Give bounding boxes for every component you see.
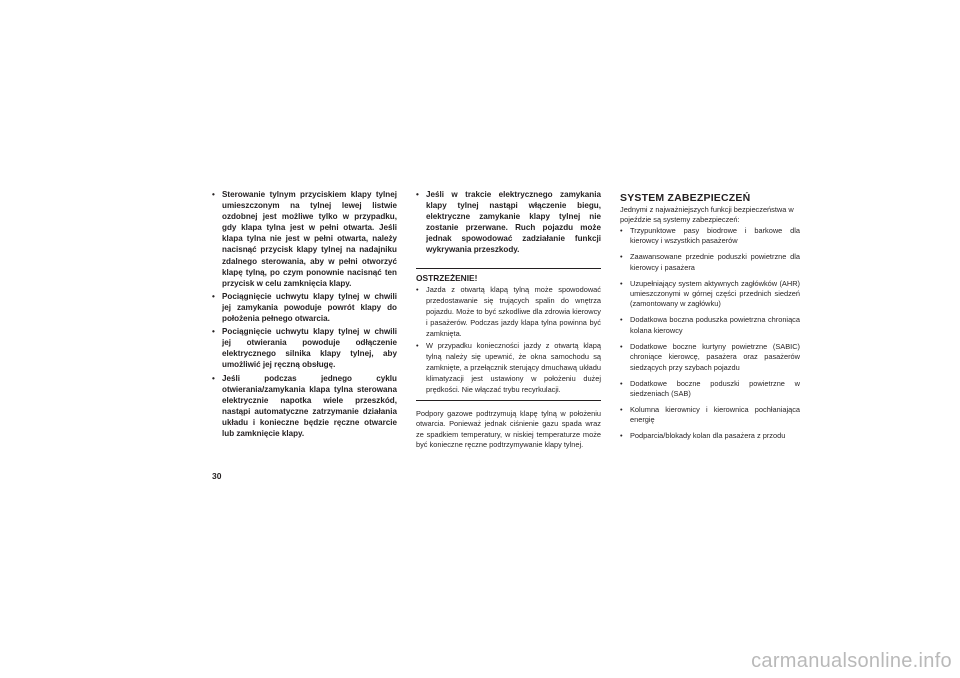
list-item — [212, 189, 397, 289]
list-item — [620, 405, 800, 426]
column-left — [212, 189, 397, 441]
list-item — [416, 189, 601, 256]
list-item — [212, 373, 397, 440]
list-item — [212, 291, 397, 324]
list-item-text: W przypadku konieczności jazdy z otwartą klapą tylną należy się upewnić, że okna samochodu są zamknięte, a przełącznik sterujący dmuchawą układu klimatyzacji jest ustawiony w położeniu dużej prędkości. Nie włączać trybu recyrkulacji. — [426, 340, 601, 394]
bullet: • — [620, 405, 623, 415]
bullet: • — [620, 431, 623, 441]
bullet: • — [620, 252, 623, 262]
bullet: • — [416, 190, 419, 199]
watermark: carmanualsonline.info — [751, 650, 952, 672]
list-item — [620, 342, 800, 373]
list-item — [620, 315, 800, 336]
section-intro: Jednymi z najważniejszych funkcji bezpieczeństwa w pojeździe są systemy zabezpieczeń: — [620, 205, 794, 225]
list-item-text: Dodatkowa boczna poduszka powietrzna chroniąca kolana kierowcy — [630, 315, 800, 335]
bullet: • — [620, 278, 623, 288]
bullet: • — [620, 378, 623, 388]
list-item — [416, 284, 601, 339]
list-item-text: Kolumna kierownicy i kierownica pochłaniająca energię — [630, 405, 800, 425]
list-item-text: Jazda z otwartą klapą tylną może spowodować przedostawanie się trujących spalin do wnętrza pojazdu. Może to być szkodliwe dla zdrowia kierowcy i pasażerów. Podczas jazdy klapa tylna powinna być zamknięta. — [426, 284, 601, 338]
bullet: • — [620, 225, 623, 235]
list-item — [620, 252, 800, 273]
list-item — [416, 340, 601, 395]
warning-title: OSTRZEŻENIE! — [416, 272, 478, 283]
tailgate-notes-list — [212, 189, 397, 439]
bullet: • — [212, 190, 215, 199]
column-middle — [416, 189, 601, 451]
list-item-text: Pociągnięcie uchwytu klapy tylnej w chwili jej zamykania powoduje powrót klapy do położenia pełnego otwarcia. — [222, 291, 397, 324]
list-item-text: Zaawansowane przednie poduszki powietrzne dla kierowcy i pasażera — [630, 252, 800, 272]
bullet: • — [212, 291, 215, 301]
list-item-text: Pociągnięcie uchwytu klapy tylnej w chwili jej otwierania powoduje odłączenie elektrycznego silnika klapy tylnej, aby umożliwić jej ręczną obsługę. — [222, 327, 397, 370]
list-item — [620, 279, 800, 310]
list-item-text: Jeśli podczas jednego cyklu otwierania/zamykania klapa tylna sterowana elektrycznie napotka wiele przeszkód, nastąpi automatyczne zatrzymanie działania układu i konieczne będzie ręczne otwarcie lub zamknięcie klapy. — [222, 373, 397, 438]
list-item — [620, 379, 800, 400]
list-item-text: Sterowanie tylnym przyciskiem klapy tylnej umieszczonym na tylnej lewej listwie ozdobnej jest możliwe tylko w przypadku, gdy klapa tylna jest w pełni otwarta. Jeśli klapa tylna nie jest w pełni otwarta, należy nacisnąć przycisk klapy tylnej na nadajniku zdalnego sterowania, aby w pełni otworzyć klapę tylną, po czym ponownie nacisnąć ten przycisk w celu zamknięcia klapy. — [222, 190, 397, 288]
list-item-text: Uzupełniający system aktywnych zagłówków (AHR) umieszczonymi w górnej części przednich siedzeń (zamontowany w zagłówku) — [630, 278, 800, 309]
bullet: • — [416, 340, 419, 350]
tailgate-gear-list — [416, 189, 601, 256]
list-item-text: Dodatkowe boczne kurtyny powietrzne (SABIC) chroniące kierowcę, pasażera oraz pasażerów siedzących przy szybach pojazdu — [630, 341, 800, 372]
list-item — [212, 326, 397, 370]
list-item-text: Dodatkowe boczne poduszki powietrzne w siedzeniach (SAB) — [630, 378, 800, 399]
bullet: • — [212, 327, 215, 337]
list-item-text: Trzypunktowe pasy biodrowe i barkowe dla kierowcy i wszystkich pasażerów — [630, 225, 800, 246]
bullet: • — [212, 373, 215, 383]
page-number: 30 — [212, 471, 222, 481]
list-item — [620, 226, 800, 247]
list-item-text: Podparcia/blokady kolan dla pasażera z przodu — [630, 431, 786, 441]
warning-list — [416, 284, 601, 395]
bullet: • — [416, 284, 419, 294]
column-right — [620, 192, 800, 447]
list-item — [620, 431, 800, 441]
bullet: • — [620, 315, 623, 325]
section-title: SYSTEM ZABEZPIECZEŃ — [620, 192, 751, 204]
gas-struts-paragraph: Podpory gazowe podtrzymują klapę tylną w położeniu otwarcia. Ponieważ jednak ciśnienie gazu spada wraz ze spadkiem temperatury, w niskiej temperaturze może być konieczne ręczne podtrzymywanie klapy tylnej. — [416, 408, 601, 450]
list-item-text: Jeśli w trakcie elektrycznego zamykania klapy tylnej nastąpi włączenie biegu, elektryczne zamykanie klapy tylnej nie zostanie przerwane. Ruch pojazdu może jednak spowodować zadziałanie funkcji wykrywania przeszkody. — [426, 190, 601, 255]
bullet: • — [620, 341, 623, 351]
restraint-systems-list — [620, 226, 800, 442]
warning-box — [416, 268, 601, 401]
